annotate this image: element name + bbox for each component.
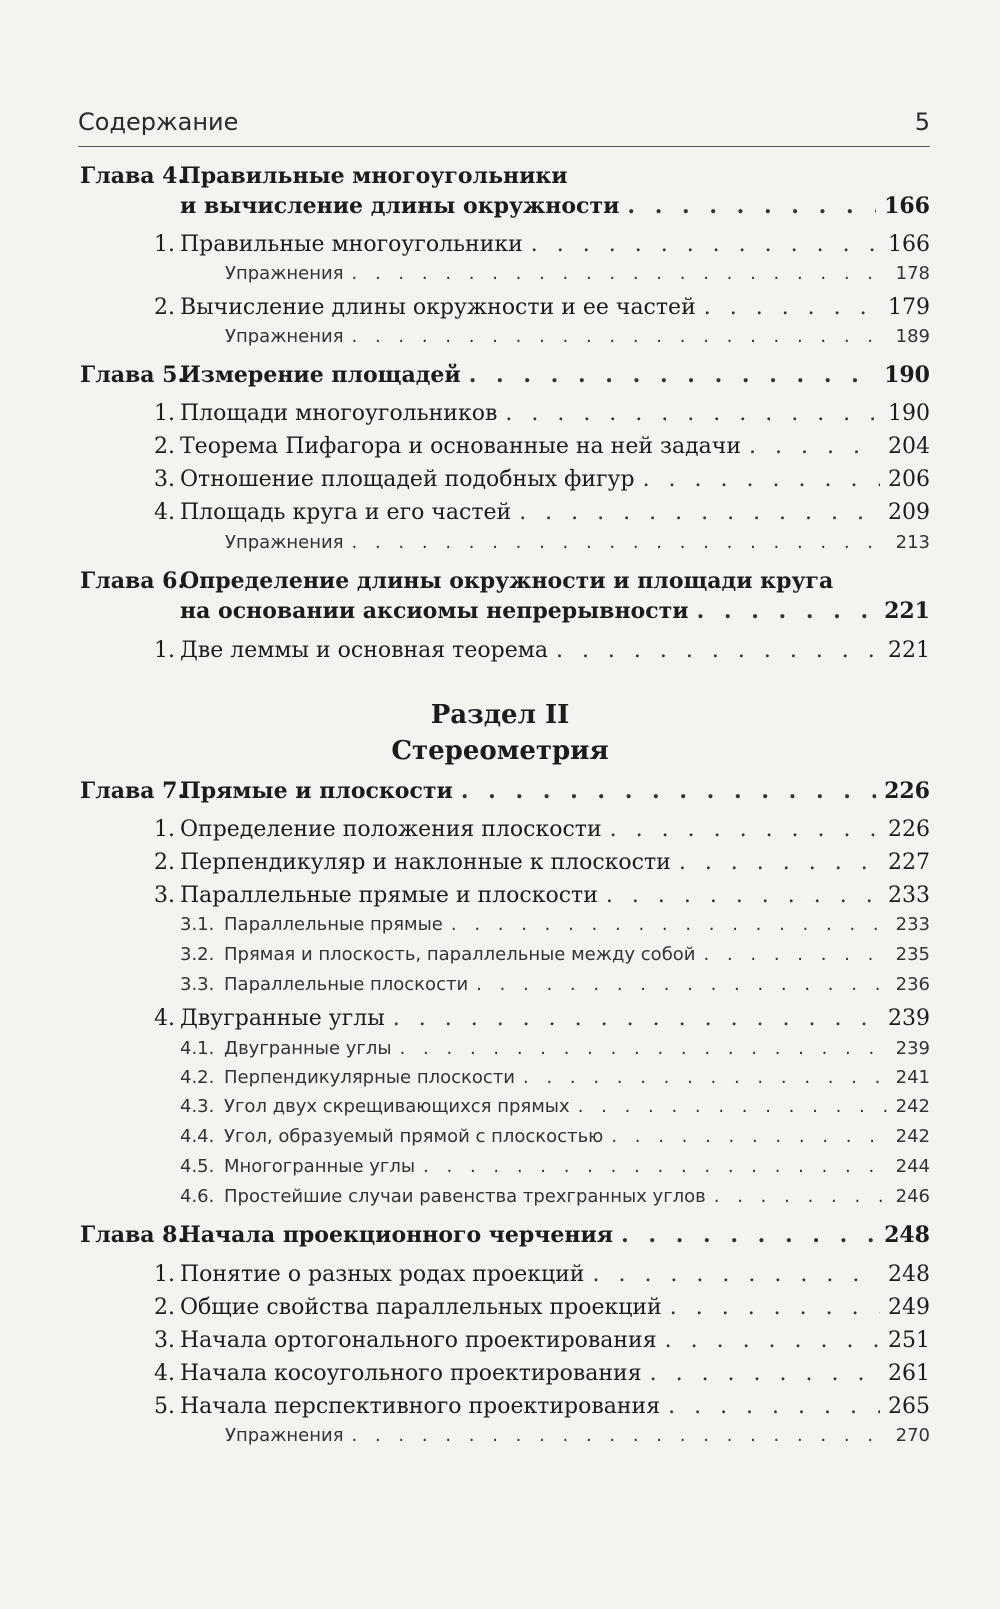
toc-entry-sec	[0, 883, 930, 908]
entry-number: 3.3.	[180, 974, 215, 995]
entry-title: Многогранные углы	[224, 1156, 416, 1177]
entry-page: 226	[888, 817, 930, 842]
toc-entry-sec	[0, 401, 930, 426]
leader-dots	[670, 1295, 880, 1320]
entry-page: 249	[888, 1295, 930, 1320]
entry-page: 221	[888, 638, 930, 663]
entry-number: 3.	[154, 883, 175, 908]
entry-title: Упражнения	[225, 1425, 344, 1446]
toc-entry-sub	[0, 1156, 930, 1177]
leader-dots	[578, 1096, 888, 1117]
entry-number: 5.	[154, 1394, 175, 1419]
entry-number: 1.	[154, 817, 175, 842]
toc-entry-ex	[0, 326, 930, 347]
entry-number: Глава 6.	[80, 568, 186, 594]
entry-title: Вычисление длины окружности и ее частей	[180, 295, 696, 320]
entry-title: Параллельные плоскости	[224, 974, 469, 995]
leader-dots	[606, 883, 880, 908]
entry-title: Начала ортогонального проектирования	[180, 1328, 657, 1353]
leader-dots	[523, 1067, 888, 1088]
entry-page: 235	[895, 944, 930, 965]
entry-page: 241	[895, 1067, 930, 1088]
leader-dots	[643, 467, 880, 492]
entry-title: Параллельные прямые	[224, 914, 443, 935]
toc-entry-sub	[0, 914, 930, 935]
leader-dots	[679, 850, 880, 875]
entry-page: 265	[888, 1394, 930, 1419]
toc-entry-sub	[0, 1067, 930, 1088]
toc-entry-sec	[0, 1006, 930, 1031]
running-head-title: Содержание	[78, 108, 239, 136]
toc-entry-ex	[0, 532, 930, 553]
entry-number: 3.	[154, 1328, 175, 1353]
entry-title: Измерение площадей	[180, 362, 461, 388]
leader-dots	[714, 1186, 888, 1207]
entry-page: 209	[888, 500, 930, 525]
leader-dots	[400, 1038, 888, 1059]
entry-title: Начала перспективного проектирования	[180, 1394, 661, 1419]
leader-dots	[668, 1394, 880, 1419]
entry-page: 226	[884, 778, 930, 804]
toc-entry-sub	[0, 1186, 930, 1207]
toc-entry-sub	[0, 1126, 930, 1147]
entry-number: 2.	[154, 295, 175, 320]
entry-title: и вычисление длины окружности	[180, 193, 620, 219]
toc-entry-ch	[0, 362, 930, 388]
entry-title: Начала косоугольного проектирования	[180, 1361, 642, 1386]
leader-dots	[505, 401, 880, 426]
entry-number: 4.	[154, 1006, 175, 1031]
part-title: Раздел II	[430, 700, 570, 730]
entry-title: Отношение площадей подобных фигур	[180, 467, 635, 492]
entry-page: 178	[895, 263, 930, 284]
entry-title: Две леммы и основная теорема	[180, 638, 548, 663]
toc-entry-ex	[0, 263, 930, 284]
entry-number: 4.	[154, 500, 175, 525]
leader-dots	[476, 974, 887, 995]
entry-number: Глава 4.	[80, 163, 186, 189]
entry-title: Параллельные прямые и плоскости	[180, 883, 598, 908]
toc-entry-sec	[0, 850, 930, 875]
entry-page: 233	[888, 883, 930, 908]
entry-title: Простейшие случаи равенства трехгранных углов	[224, 1186, 706, 1207]
entry-number: 1.	[154, 401, 175, 426]
entry-title: Перпендикулярные плоскости	[224, 1067, 515, 1088]
entry-title: Понятие о разных родах проекций	[180, 1262, 585, 1287]
entry-page: 227	[888, 850, 930, 875]
entry-page: 239	[888, 1006, 930, 1031]
entry-page: 248	[888, 1262, 930, 1287]
entry-page: 190	[884, 362, 930, 388]
entry-number: 2.	[154, 434, 175, 459]
leader-dots	[627, 193, 876, 219]
entry-number: Глава 7.	[80, 778, 186, 804]
entry-title: Угол, образуемый прямой с плоскостью	[224, 1126, 604, 1147]
entry-number: 2.	[154, 1295, 175, 1320]
entry-page: 179	[888, 295, 930, 320]
entry-number: 3.	[154, 467, 175, 492]
leader-dots	[469, 362, 876, 388]
toc-entry-sec	[0, 1328, 930, 1353]
toc-entry-sec	[0, 232, 930, 257]
entry-page: 166	[888, 232, 930, 257]
entry-number: 3.2.	[180, 944, 215, 965]
toc-entry-chcont	[0, 598, 930, 624]
entry-page: 244	[895, 1156, 930, 1177]
toc-entry-sec	[0, 817, 930, 842]
entry-title: Двугранные углы	[224, 1038, 392, 1059]
entry-page: 251	[888, 1328, 930, 1353]
entry-title: Правильные многоугольники	[180, 163, 568, 189]
entry-title: Общие свойства параллельных проекций	[180, 1295, 662, 1320]
leader-dots	[461, 778, 876, 804]
leader-dots	[451, 914, 888, 935]
toc-entry-ch	[0, 1222, 930, 1248]
leader-dots	[352, 1425, 888, 1446]
entry-number: 1.	[154, 1262, 175, 1287]
entry-page: 270	[895, 1425, 930, 1446]
entry-title: Теорема Пифагора и основанные на ней задачи	[180, 434, 741, 459]
entry-number: 4.6.	[180, 1186, 215, 1207]
entry-page: 248	[884, 1222, 930, 1248]
entry-page: 206	[888, 467, 930, 492]
entry-page: 166	[884, 193, 930, 219]
entry-page: 246	[895, 1186, 930, 1207]
leader-dots	[531, 232, 880, 257]
leader-dots	[697, 598, 876, 624]
leader-dots	[592, 1262, 880, 1287]
entry-title: Правильные многоугольники	[180, 232, 523, 257]
toc-entry-sec	[0, 1394, 930, 1419]
leader-dots	[519, 500, 880, 525]
entry-number: Глава 5.	[80, 362, 186, 388]
entry-number: Глава 8.	[80, 1222, 186, 1248]
header-rule	[78, 146, 930, 147]
leader-dots	[393, 1006, 880, 1031]
entry-number: 4.	[154, 1361, 175, 1386]
toc-entry-sub	[0, 1096, 930, 1117]
toc-entry-ex	[0, 1425, 930, 1446]
entry-title: Площадь круга и его частей	[180, 500, 512, 525]
entry-title: Двугранные углы	[180, 1006, 385, 1031]
entry-number: 4.3.	[180, 1096, 215, 1117]
entry-title: Упражнения	[225, 326, 344, 347]
entry-number: 2.	[154, 850, 175, 875]
leader-dots	[352, 326, 888, 347]
leader-dots	[352, 263, 888, 284]
entry-page: 242	[895, 1096, 930, 1117]
toc-entry-sec	[0, 638, 930, 663]
leader-dots	[610, 817, 880, 842]
leader-dots	[665, 1328, 880, 1353]
entry-title: Прямые и плоскости	[180, 778, 453, 804]
entry-title: Прямая и плоскость, параллельные между собой	[224, 944, 696, 965]
part-subtitle: Стереометрия	[391, 736, 609, 766]
entry-number: 3.1.	[180, 914, 215, 935]
toc-entry-sec	[0, 434, 930, 459]
entry-page: 236	[895, 974, 930, 995]
entry-page: 213	[895, 532, 930, 553]
entry-number: 1.	[154, 232, 175, 257]
entry-title: Определение длины окружности и площади круга	[180, 568, 834, 594]
toc-entry-sec	[0, 467, 930, 492]
leader-dots	[650, 1361, 880, 1386]
entry-number: 1.	[154, 638, 175, 663]
leader-dots	[611, 1126, 887, 1147]
entry-page: 242	[895, 1126, 930, 1147]
leader-dots	[352, 532, 888, 553]
entry-title: Определение положения плоскости	[180, 817, 602, 842]
page-number: 5	[914, 108, 930, 136]
entry-title: Упражнения	[225, 263, 344, 284]
toc-entry-sec	[0, 1295, 930, 1320]
toc-entry-chcont	[0, 193, 930, 219]
entry-page: 189	[895, 326, 930, 347]
entry-title: Площади многоугольников	[180, 401, 498, 426]
toc-entry-sec	[0, 1262, 930, 1287]
toc-entry-sec	[0, 295, 930, 320]
toc-entry-sec	[0, 500, 930, 525]
entry-page: 233	[895, 914, 930, 935]
entry-number: 4.5.	[180, 1156, 215, 1177]
entry-page: 204	[888, 434, 930, 459]
entry-page: 221	[884, 598, 930, 624]
entry-title: Угол двух скрещивающихся прямых	[224, 1096, 570, 1117]
entry-number: 4.2.	[180, 1067, 215, 1088]
leader-dots	[423, 1156, 888, 1177]
toc-entry-sub	[0, 974, 930, 995]
leader-dots	[621, 1222, 876, 1248]
entry-page: 261	[888, 1361, 930, 1386]
entry-title: Перпендикуляр и наклонные к плоскости	[180, 850, 671, 875]
entry-title: на основании аксиомы непрерывности	[180, 598, 689, 624]
leader-dots	[556, 638, 880, 663]
entry-number: 4.4.	[180, 1126, 215, 1147]
entry-number: 4.1.	[180, 1038, 215, 1059]
toc-entry-sub	[0, 1038, 930, 1059]
entry-page: 190	[888, 401, 930, 426]
leader-dots	[704, 295, 880, 320]
entry-page: 239	[895, 1038, 930, 1059]
toc-entry-sec	[0, 1361, 930, 1386]
entry-title: Упражнения	[225, 532, 344, 553]
toc-entry-ch	[0, 568, 930, 594]
toc-entry-ch	[0, 778, 930, 804]
toc-entry-ch	[0, 163, 930, 189]
toc-entry-sub	[0, 944, 930, 965]
leader-dots	[749, 434, 880, 459]
leader-dots	[704, 944, 888, 965]
entry-title: Начала проекционного черчения	[180, 1222, 614, 1248]
